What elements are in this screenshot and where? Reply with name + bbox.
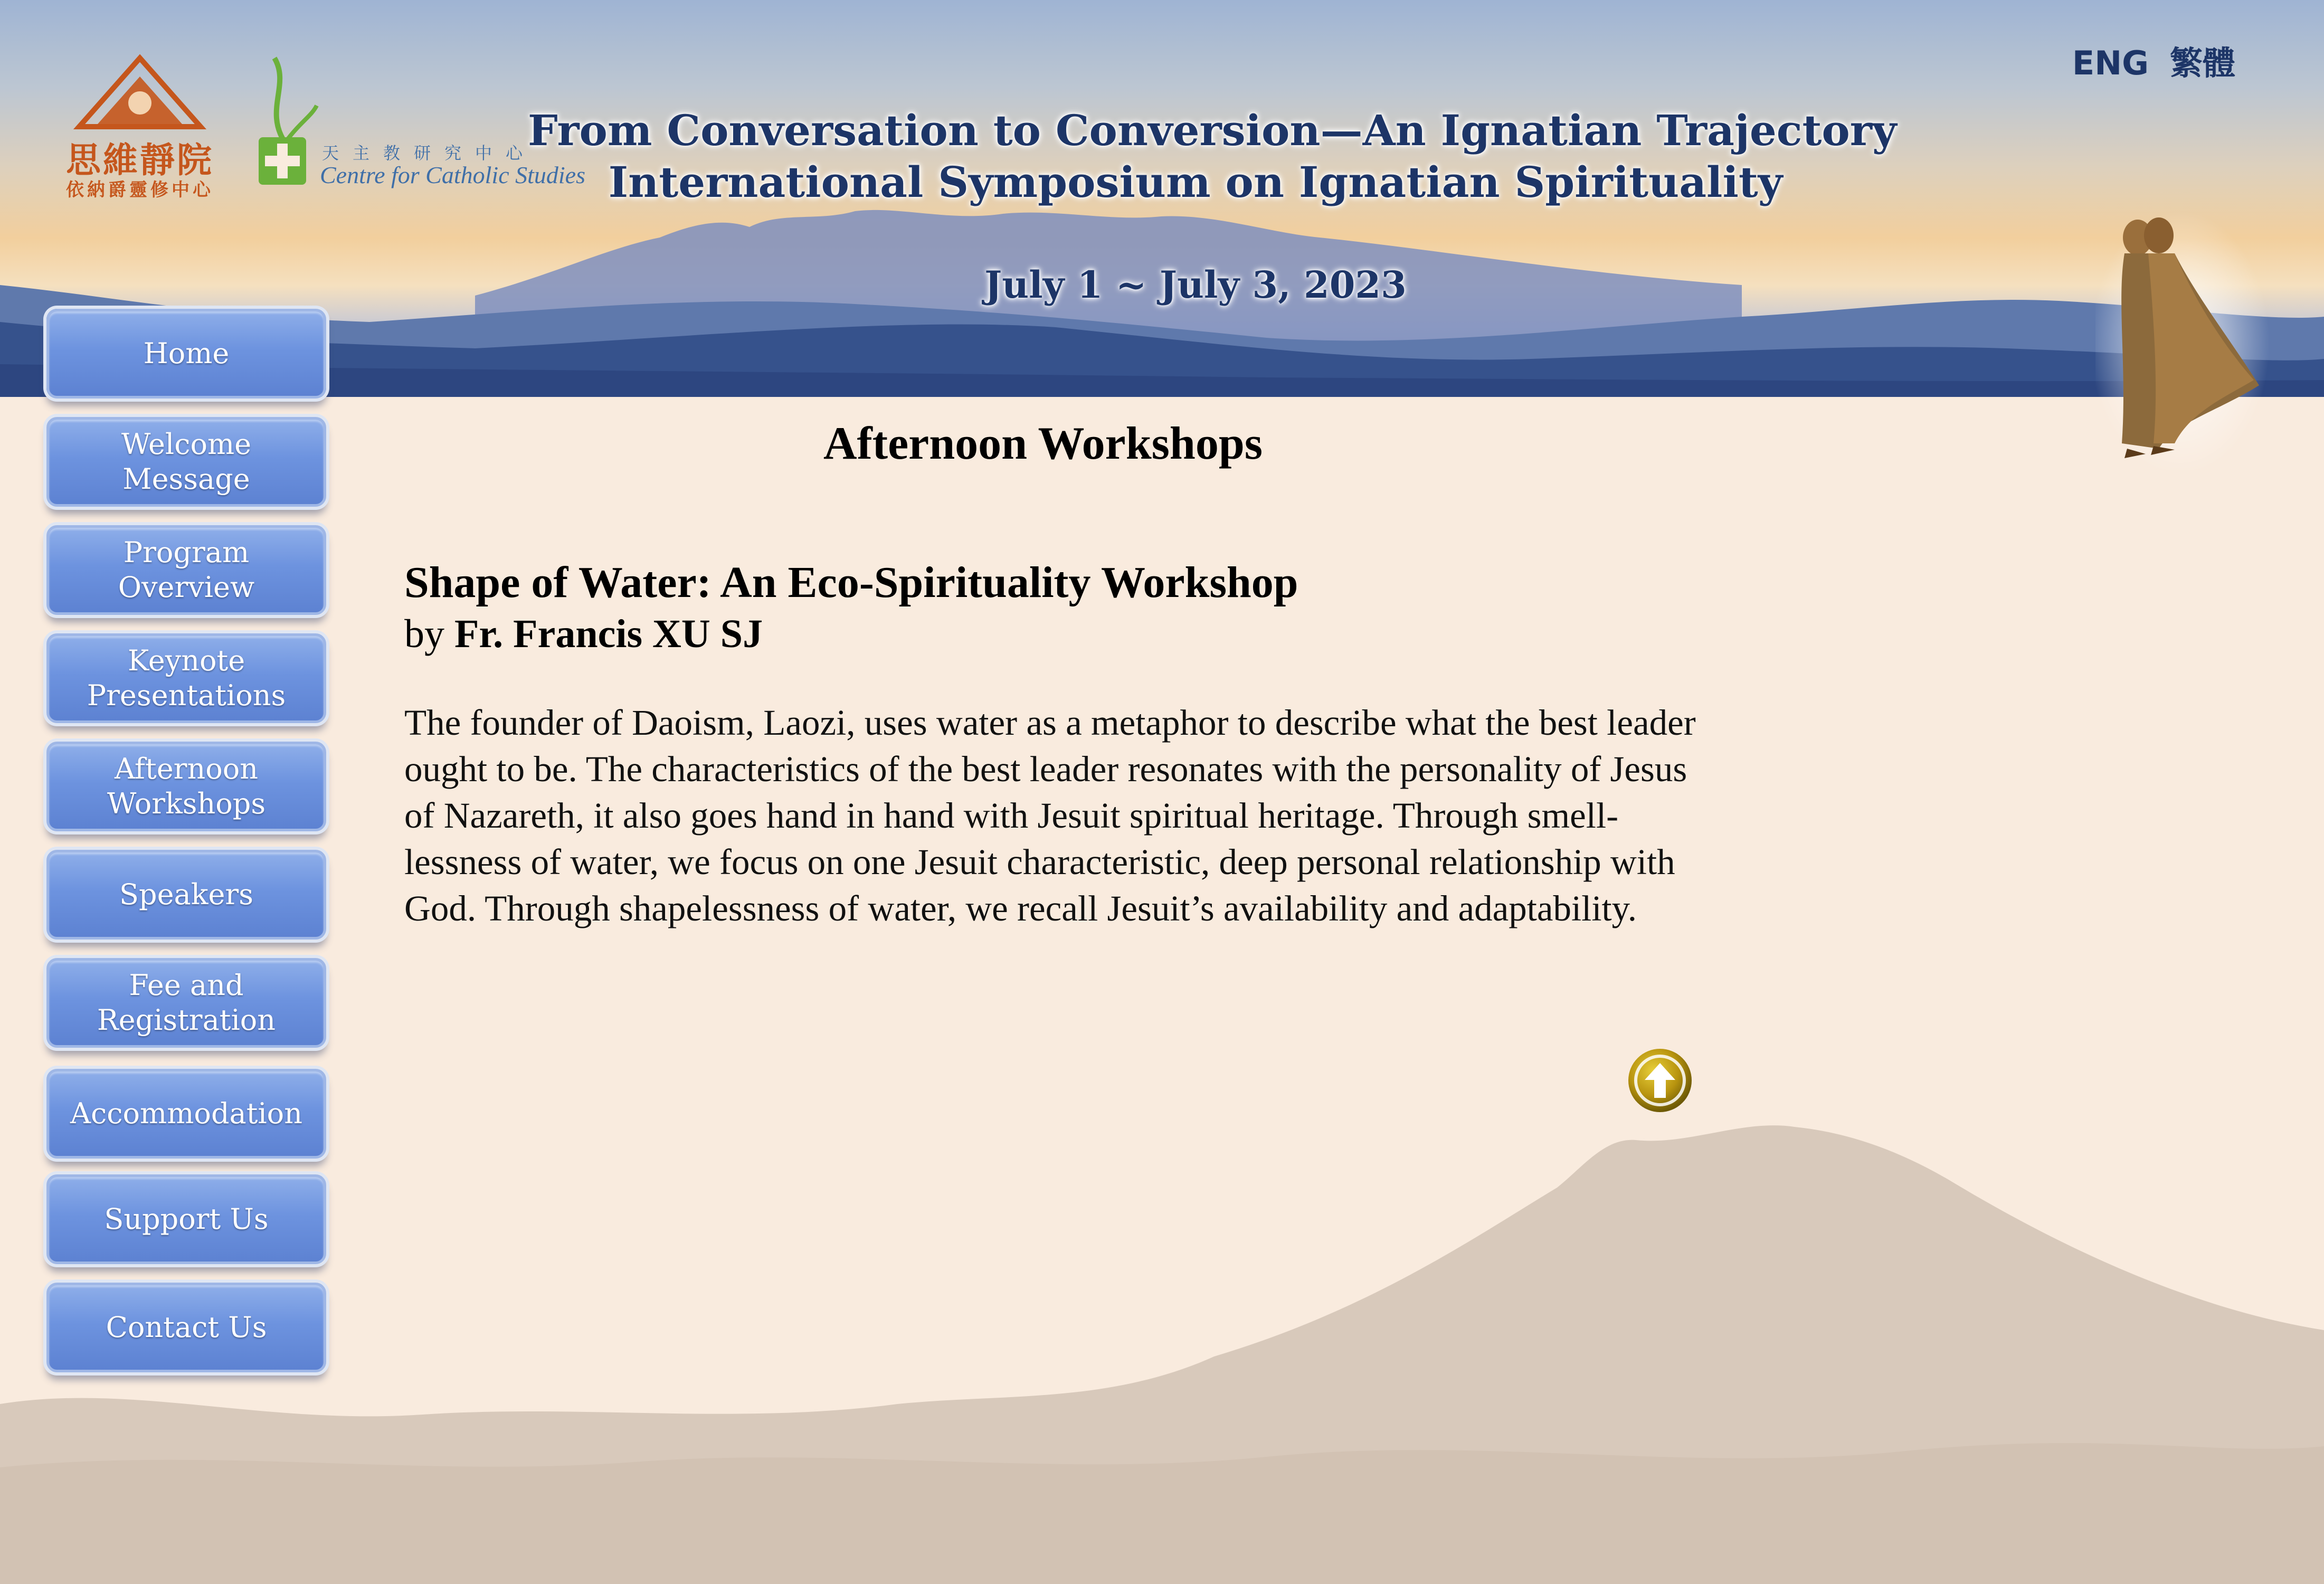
arrow-up-circle-icon[interactable]: [1627, 1047, 1693, 1114]
nav-keynote-presentations[interactable]: Keynote Presentations: [46, 633, 326, 723]
symposium-title: From Conversation to Conversion—An Ignatian Trajectory: [528, 106, 1897, 155]
nav-program-overview[interactable]: Program Overview: [46, 525, 326, 615]
workshop-byline: [404, 611, 763, 657]
nav-fee-and-registration[interactable]: Fee and Registration: [46, 958, 326, 1048]
nav-welcome-message[interactable]: Welcome Message: [46, 417, 326, 507]
page-title: Afternoon Workshops: [823, 418, 1263, 469]
nav-speakers[interactable]: Speakers: [46, 850, 326, 940]
nav-afternoon-workshops[interactable]: Afternoon Workshops: [46, 742, 326, 831]
ccs-logo-name-cn: 天主教研究中心: [322, 143, 537, 163]
workshop-description: The founder of Daoism, Laozi, uses water as a metaphor to describe what the best leader ought to be. The characteristics of the best leader resonates with the personality of Jesus of Nazareth, it also goes hand in hand with Jesuit spiritual heritage. Through smell-lessness of water, we focus on one Jesuit characteristic, deep personal relationship with God. Through shapelessness of water, we recall Jesuit’s availability and adaptability.: [404, 703, 1696, 928]
nav-support-us[interactable]: Support Us: [46, 1174, 326, 1264]
walking-monks-icon: [2095, 211, 2270, 470]
byline-prefix: by: [404, 612, 444, 656]
lang-english-link[interactable]: ENG: [2072, 44, 2149, 82]
background-hills: [0, 1108, 2324, 1584]
sywc-logo-name: 思維靜院: [66, 140, 214, 181]
workshop-speaker: Fr. Francis XU SJ: [454, 612, 763, 656]
symposium-subtitle: International Symposium on Ignatian Spirituality: [608, 157, 1783, 207]
sywc-logo-subname: 依納爵靈修中心: [66, 179, 214, 201]
ccs-logo[interactable]: [253, 53, 585, 195]
ccs-logo-name-en: Centre for Catholic Studies: [320, 162, 585, 188]
sywc-logo[interactable]: [42, 53, 238, 201]
lang-chinese-link[interactable]: 繁體: [2169, 44, 2235, 82]
header-banner: [0, 0, 2324, 397]
nav-home[interactable]: Home: [46, 309, 326, 399]
workshop-title: Shape of Water: An Eco-Spirituality Workshop: [404, 558, 1298, 607]
language-switcher: [2072, 37, 2235, 84]
nav-accommodation[interactable]: Accommodation: [46, 1069, 326, 1159]
triangle-emblem-icon: [42, 53, 238, 132]
nav-contact-us[interactable]: Contact Us: [46, 1283, 326, 1372]
cross-leaf-icon: [253, 53, 322, 195]
symposium-dates: July 1 ~ July 3, 2023: [984, 263, 1407, 307]
